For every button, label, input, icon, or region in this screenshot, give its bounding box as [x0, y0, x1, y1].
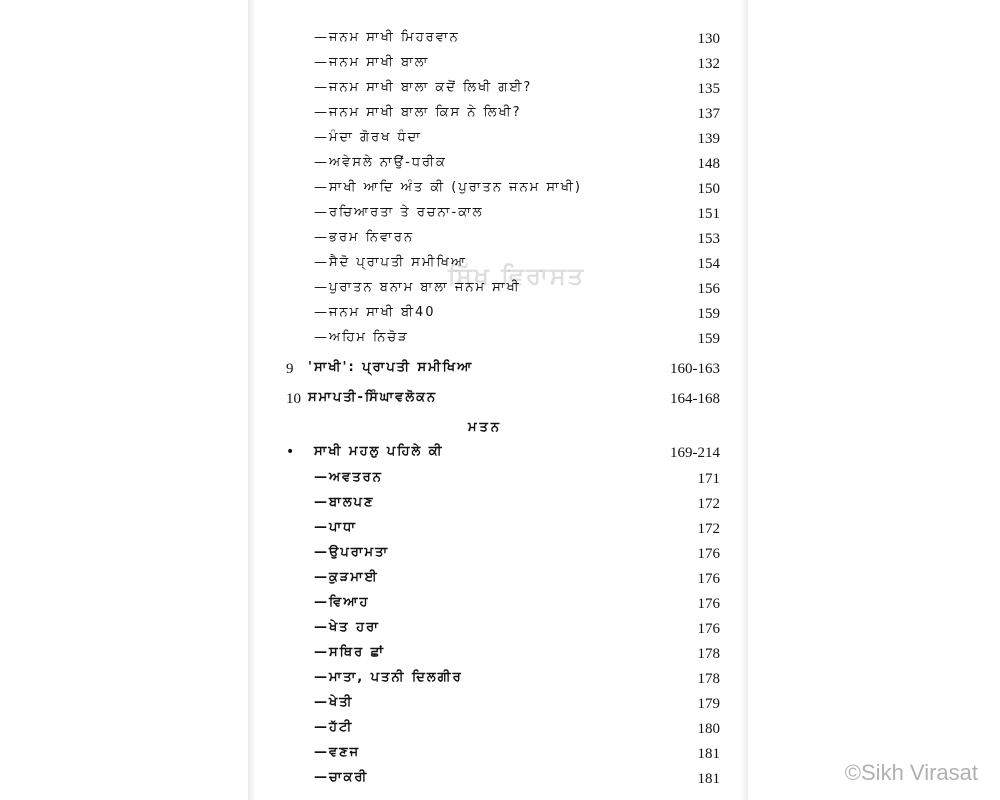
sub-entry-title: —ਉਪਰਾਮਤਾ	[314, 545, 390, 560]
sub-entry-page: 171	[697, 471, 720, 487]
chapter-title: ਸਮਾਪਤੀ-ਸਿੰਘਾਵਲੋਕਨ	[308, 390, 438, 405]
toc-entry	[280, 53, 720, 75]
toc-entry	[280, 228, 720, 250]
toc-sub-entry	[280, 518, 720, 540]
bullet-title: ਸਾਖੀ ਮਹਲੁ ਪਹਿਲੇ ਕੀ	[314, 444, 444, 459]
sub-entry-page: 176	[697, 546, 720, 562]
chapter-title: 'ਸਾਖੀ': ਪ੍ਰਾਪਤੀ ਸਮੀਖਿਆ	[308, 360, 474, 375]
sub-entry-page: 178	[697, 646, 720, 662]
chapter-pages: 164-168	[670, 391, 720, 407]
sub-entry-page: 181	[697, 746, 720, 762]
toc-bullet-entry	[280, 442, 720, 464]
toc-entry-title: —ਪੁਰਾਤਨ ਬਨਾਮ ਬਾਲਾ ਜਨਮ ਸਾਖੀ	[314, 280, 521, 295]
toc-sub-entry	[280, 743, 720, 765]
toc-entry	[280, 128, 720, 150]
chapter-number: 10	[286, 391, 301, 407]
toc-sub-entry	[280, 668, 720, 690]
toc-sub-entry	[280, 568, 720, 590]
toc-entry	[280, 178, 720, 200]
chapter-number: 9	[286, 361, 294, 377]
toc-entry-page: 137	[697, 106, 720, 122]
sub-entry-page: 172	[697, 496, 720, 512]
toc-entry	[280, 278, 720, 300]
sub-entry-title: —ਬਾਲਪਣ	[314, 495, 375, 510]
bullet-pages: 169-214	[670, 445, 720, 461]
chapter-pages: 160-163	[670, 361, 720, 377]
toc-entry-page: 159	[697, 331, 720, 347]
toc-entry-page: 153	[697, 231, 720, 247]
toc-entry-page: 130	[697, 31, 720, 47]
sub-entry-page: 172	[697, 521, 720, 537]
sub-entry-title: —ਅਵਤਰਨ	[314, 470, 383, 485]
toc-entry-title: —ਜਨਮ ਸਾਖੀ ਬੀ40	[314, 305, 436, 320]
toc-entry-page: 139	[697, 131, 720, 147]
toc-entry-page: 150	[697, 181, 720, 197]
toc-entry-title: —ਸੈਦੋ ਪ੍ਰਾਪਤੀ ਸਮੀਖਿਆ	[314, 255, 468, 270]
section-heading: ਮਤਨ	[468, 420, 502, 435]
toc-entry	[280, 28, 720, 50]
page-edge-shadow-left	[248, 0, 256, 800]
toc-entry	[280, 103, 720, 125]
sub-entry-title: —ਹੱਟੀ	[314, 720, 354, 735]
sub-entry-title: —ਖੇਤੀ	[314, 695, 354, 710]
toc-entry-page: 148	[697, 156, 720, 172]
toc-entry-title: —ਜਨਮ ਸਾਖੀ ਬਾਲਾ ਕਿਸ ਨੇ ਲਿਖੀ?	[314, 105, 522, 120]
sub-entry-title: —ਚਾਕਰੀ	[314, 770, 369, 785]
sub-entry-title: —ਮਾਤਾ, ਪਤਨੀ ਦਿਲਗੀਰ	[314, 670, 463, 685]
toc-entry	[280, 328, 720, 350]
copyright-watermark: ©Sikh Virasat	[844, 760, 978, 785]
sub-entry-page: 180	[697, 721, 720, 737]
toc-entry-page: 156	[697, 281, 720, 297]
toc-entry-page: 154	[697, 256, 720, 272]
toc-entry-title: —ਭਰਮ ਨਿਵਾਰਨ	[314, 230, 415, 245]
toc-entry-page: 151	[697, 206, 720, 222]
toc-entry-title: —ਜਨਮ ਸਾਖੀ ਬਾਲਾ ਕਦੋਂ ਲਿਖੀ ਗਈ?	[314, 80, 533, 95]
toc-entry	[280, 253, 720, 275]
sub-entry-page: 176	[697, 596, 720, 612]
toc-entry	[280, 153, 720, 175]
toc-entry	[280, 203, 720, 225]
toc-sub-entry	[280, 593, 720, 615]
toc-entry	[280, 78, 720, 100]
toc-entry-title: —ਮੰਦਾ ਗੋਰਖ ਧੰਦਾ	[314, 130, 423, 145]
sub-entry-title: —ਖੇਤ ਹਰਾ	[314, 620, 380, 635]
toc-sub-entry	[280, 693, 720, 715]
sub-entry-title: —ਪਾਧਾ	[314, 520, 358, 535]
sub-entry-page: 178	[697, 671, 720, 687]
toc-chapter	[280, 388, 720, 410]
toc-entry-title: —ਜਨਮ ਸਾਖੀ ਬਾਲਾ	[314, 55, 430, 70]
toc-sub-entry	[280, 543, 720, 565]
toc-sub-entry	[280, 643, 720, 665]
toc-entry-page: 132	[697, 56, 720, 72]
toc-sub-entry	[280, 493, 720, 515]
sub-entry-title: —ਵਿਆਹ	[314, 595, 370, 610]
sub-entry-title: —ਸਥਿਰ ਛਾਂ	[314, 645, 385, 660]
toc-entry-title: —ਅਵੇਸਲੇ ਨਾਉਂ-ਧਰੀਕ	[314, 155, 447, 170]
toc-entry	[280, 303, 720, 325]
toc-sub-entry	[280, 468, 720, 490]
sub-entry-title: —ਵਣਜ	[314, 745, 361, 760]
toc-sub-entry	[280, 618, 720, 640]
toc-entry-title: —ਸਾਖੀ ਆਦਿ ਅੰਤ ਕੀ (ਪੁਰਾਤਨ ਜਨਮ ਸਾਖੀ)	[314, 180, 582, 195]
sub-entry-page: 179	[697, 696, 720, 712]
toc-entry-title: —ਰਚਿਆਰਤਾ ਤੇ ਰਚਨਾ-ਕਾਲ	[314, 205, 484, 220]
sub-entry-title: —ਕੁੜਮਾਈ	[314, 570, 379, 585]
toc-entry-title: —ਜਨਮ ਸਾਖੀ ਮਿਹਰਵਾਨ	[314, 30, 460, 45]
toc-sub-entry	[280, 768, 720, 790]
bullet-icon: •	[286, 444, 295, 460]
sub-entry-page: 181	[697, 771, 720, 787]
toc-entry-title: —ਅਹਿਮ ਨਿਚੋੜ	[314, 330, 409, 345]
page-edge-shadow-right	[740, 0, 748, 800]
watermark-text: ਸਿੱਖ ਵਿਰਾਸਤ	[448, 262, 586, 290]
toc-sub-entry	[280, 718, 720, 740]
toc-chapter	[280, 358, 720, 380]
sub-entry-page: 176	[697, 621, 720, 637]
toc-entry-page: 135	[697, 81, 720, 97]
sub-entry-page: 176	[697, 571, 720, 587]
toc-entry-page: 159	[697, 306, 720, 322]
